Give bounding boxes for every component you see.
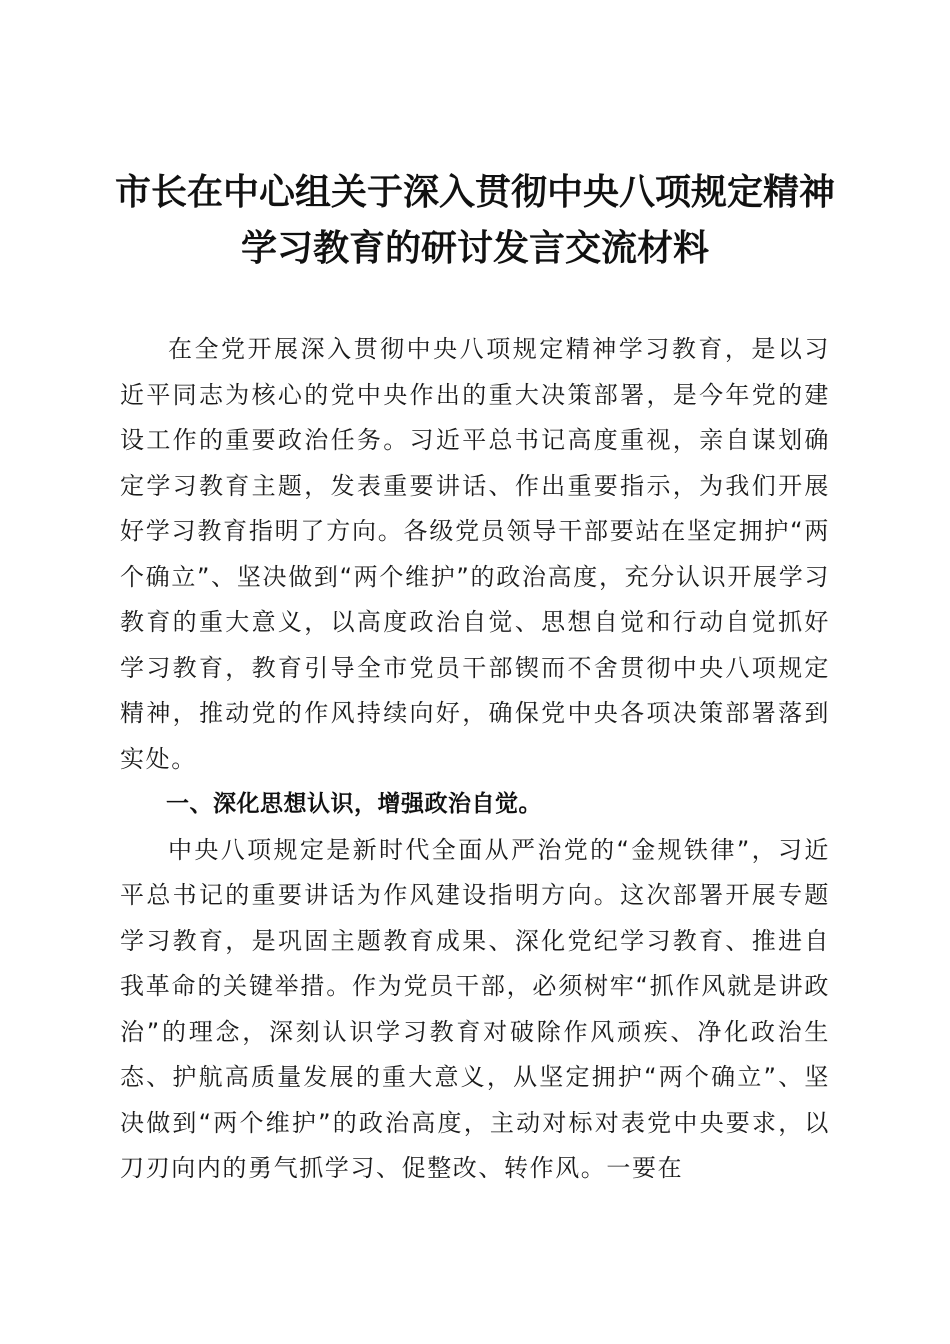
document-title-line-2: 学习教育的研讨发言交流材料 — [240, 227, 709, 269]
intro-paragraph: 在全党开展深入贯彻中央八项规定精神学习教育，是以习近平同志为核心的党中央作出的重大决策部署，是今年党的建设工作的重要政治任务。习近平总书记高度重视，亲自谋划确定学习教育主题，发表重要讲话、作出重要指示，为我们开展好学习教育指明了方向。各级党员领导干部要站在坚定拥护“两个确立”、坚决做到“两个维护”的政治高度，充分认识开展学习教育的重大意义，以高度政治自觉、思想自觉和行动自觉抓好学习教育，教育引导全市党员干部锲而不舍贯彻中央八项规定精神，推动党的作风持续向好，确保党中央各项决策部署落到实处。 — [120, 335, 830, 773]
document-title-line-1: 市长在中心组关于深入贯彻中央八项规定精神 — [114, 171, 835, 213]
document-title — [100, 164, 850, 276]
section-heading-1: 一、深化思想认识，增强政治自觉。 — [166, 791, 542, 817]
document-body — [120, 327, 830, 1192]
section-1-paragraph: 中央八项规定是新时代全面从严治党的“金规铁律”，习近平总书记的重要讲话为作风建设指明方向。这次部署开展专题学习教育，是巩固主题教育成果、深化党纪学习教育、推进自我革命的关键举措。作为党员干部，必须树牢“抓作风就是讲政治”的理念，深刻认识学习教育对破除作风顽疾、净化政治生态、护航高质量发展的重大意义，从坚定拥护“两个确立”、坚决做到“两个维护”的政治高度，主动对标对表党中央要求，以刀刃向内的勇气抓学习、促整改、转作风。一要在 — [120, 835, 830, 1182]
